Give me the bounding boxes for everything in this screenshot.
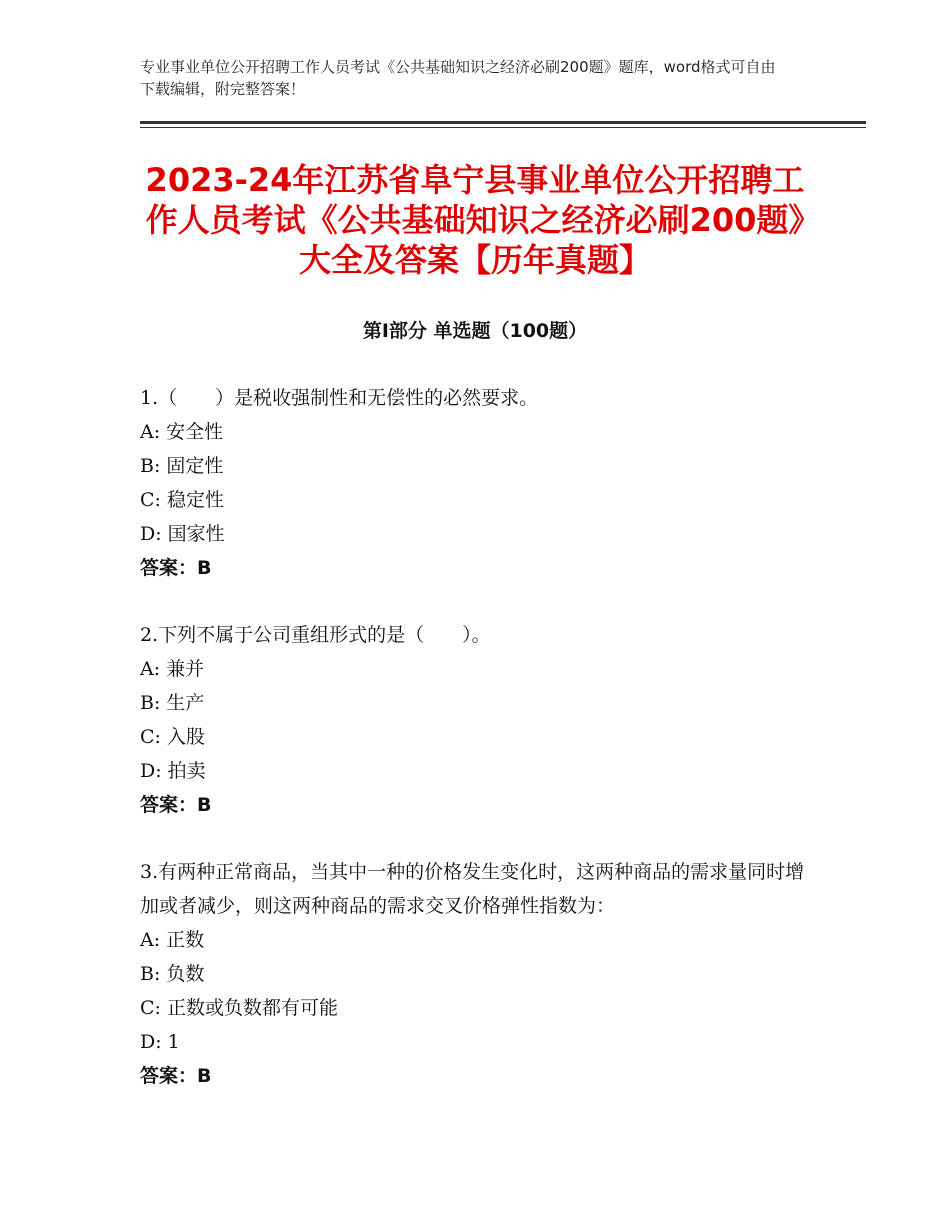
question-stem: 1.（ ）是税收强制性和无偿性的必然要求。: [140, 387, 539, 409]
question-1: [140, 381, 810, 585]
header-rule-thin: [140, 127, 866, 128]
option-d: D: 国家性: [140, 523, 225, 545]
option-c: C: 稳定性: [140, 489, 224, 511]
question-stem: 2.下列不属于公司重组形式的是（ ）。: [140, 624, 491, 646]
option-b: B: 固定性: [140, 455, 224, 477]
section-title: 第Ⅰ部分 单选题（100题）: [362, 320, 588, 342]
document-title: 2023-24年江苏省阜宁县事业单位公开招聘工作人员考试《公共基础知识之经济必刷200题》大全及答案【历年真题】: [145, 161, 805, 279]
option-d: D: 拍卖: [140, 760, 206, 782]
option-a: A: 兼并: [140, 658, 205, 680]
option-b: B: 生产: [140, 692, 205, 714]
answer-label: 答案：B: [140, 557, 212, 579]
answer-label: 答案：B: [140, 1065, 212, 1087]
header-rule-thick: [140, 121, 866, 124]
option-a: A: 安全性: [140, 421, 224, 443]
option-c: C: 入股: [140, 726, 205, 748]
question-3: [140, 855, 810, 1093]
answer-label: 答案：B: [140, 794, 212, 816]
question-2: [140, 618, 810, 822]
option-a: A: 正数: [140, 929, 205, 951]
option-c: C: 正数或负数都有可能: [140, 997, 338, 1019]
question-list: [140, 381, 810, 1126]
option-b: B: 负数: [140, 963, 205, 985]
question-stem: 3.有两种正常商品，当其中一种的价格发生变化时，这两种商品的需求量同时增加或者减少，则这两种商品的需求交叉价格弹性指数为：: [140, 861, 805, 917]
header-note: 专业事业单位公开招聘工作人员考试《公共基础知识之经济必刷200题》题库，word格式可自由下载编辑，附完整答案！: [140, 58, 776, 98]
option-d: D: 1: [140, 1031, 180, 1053]
